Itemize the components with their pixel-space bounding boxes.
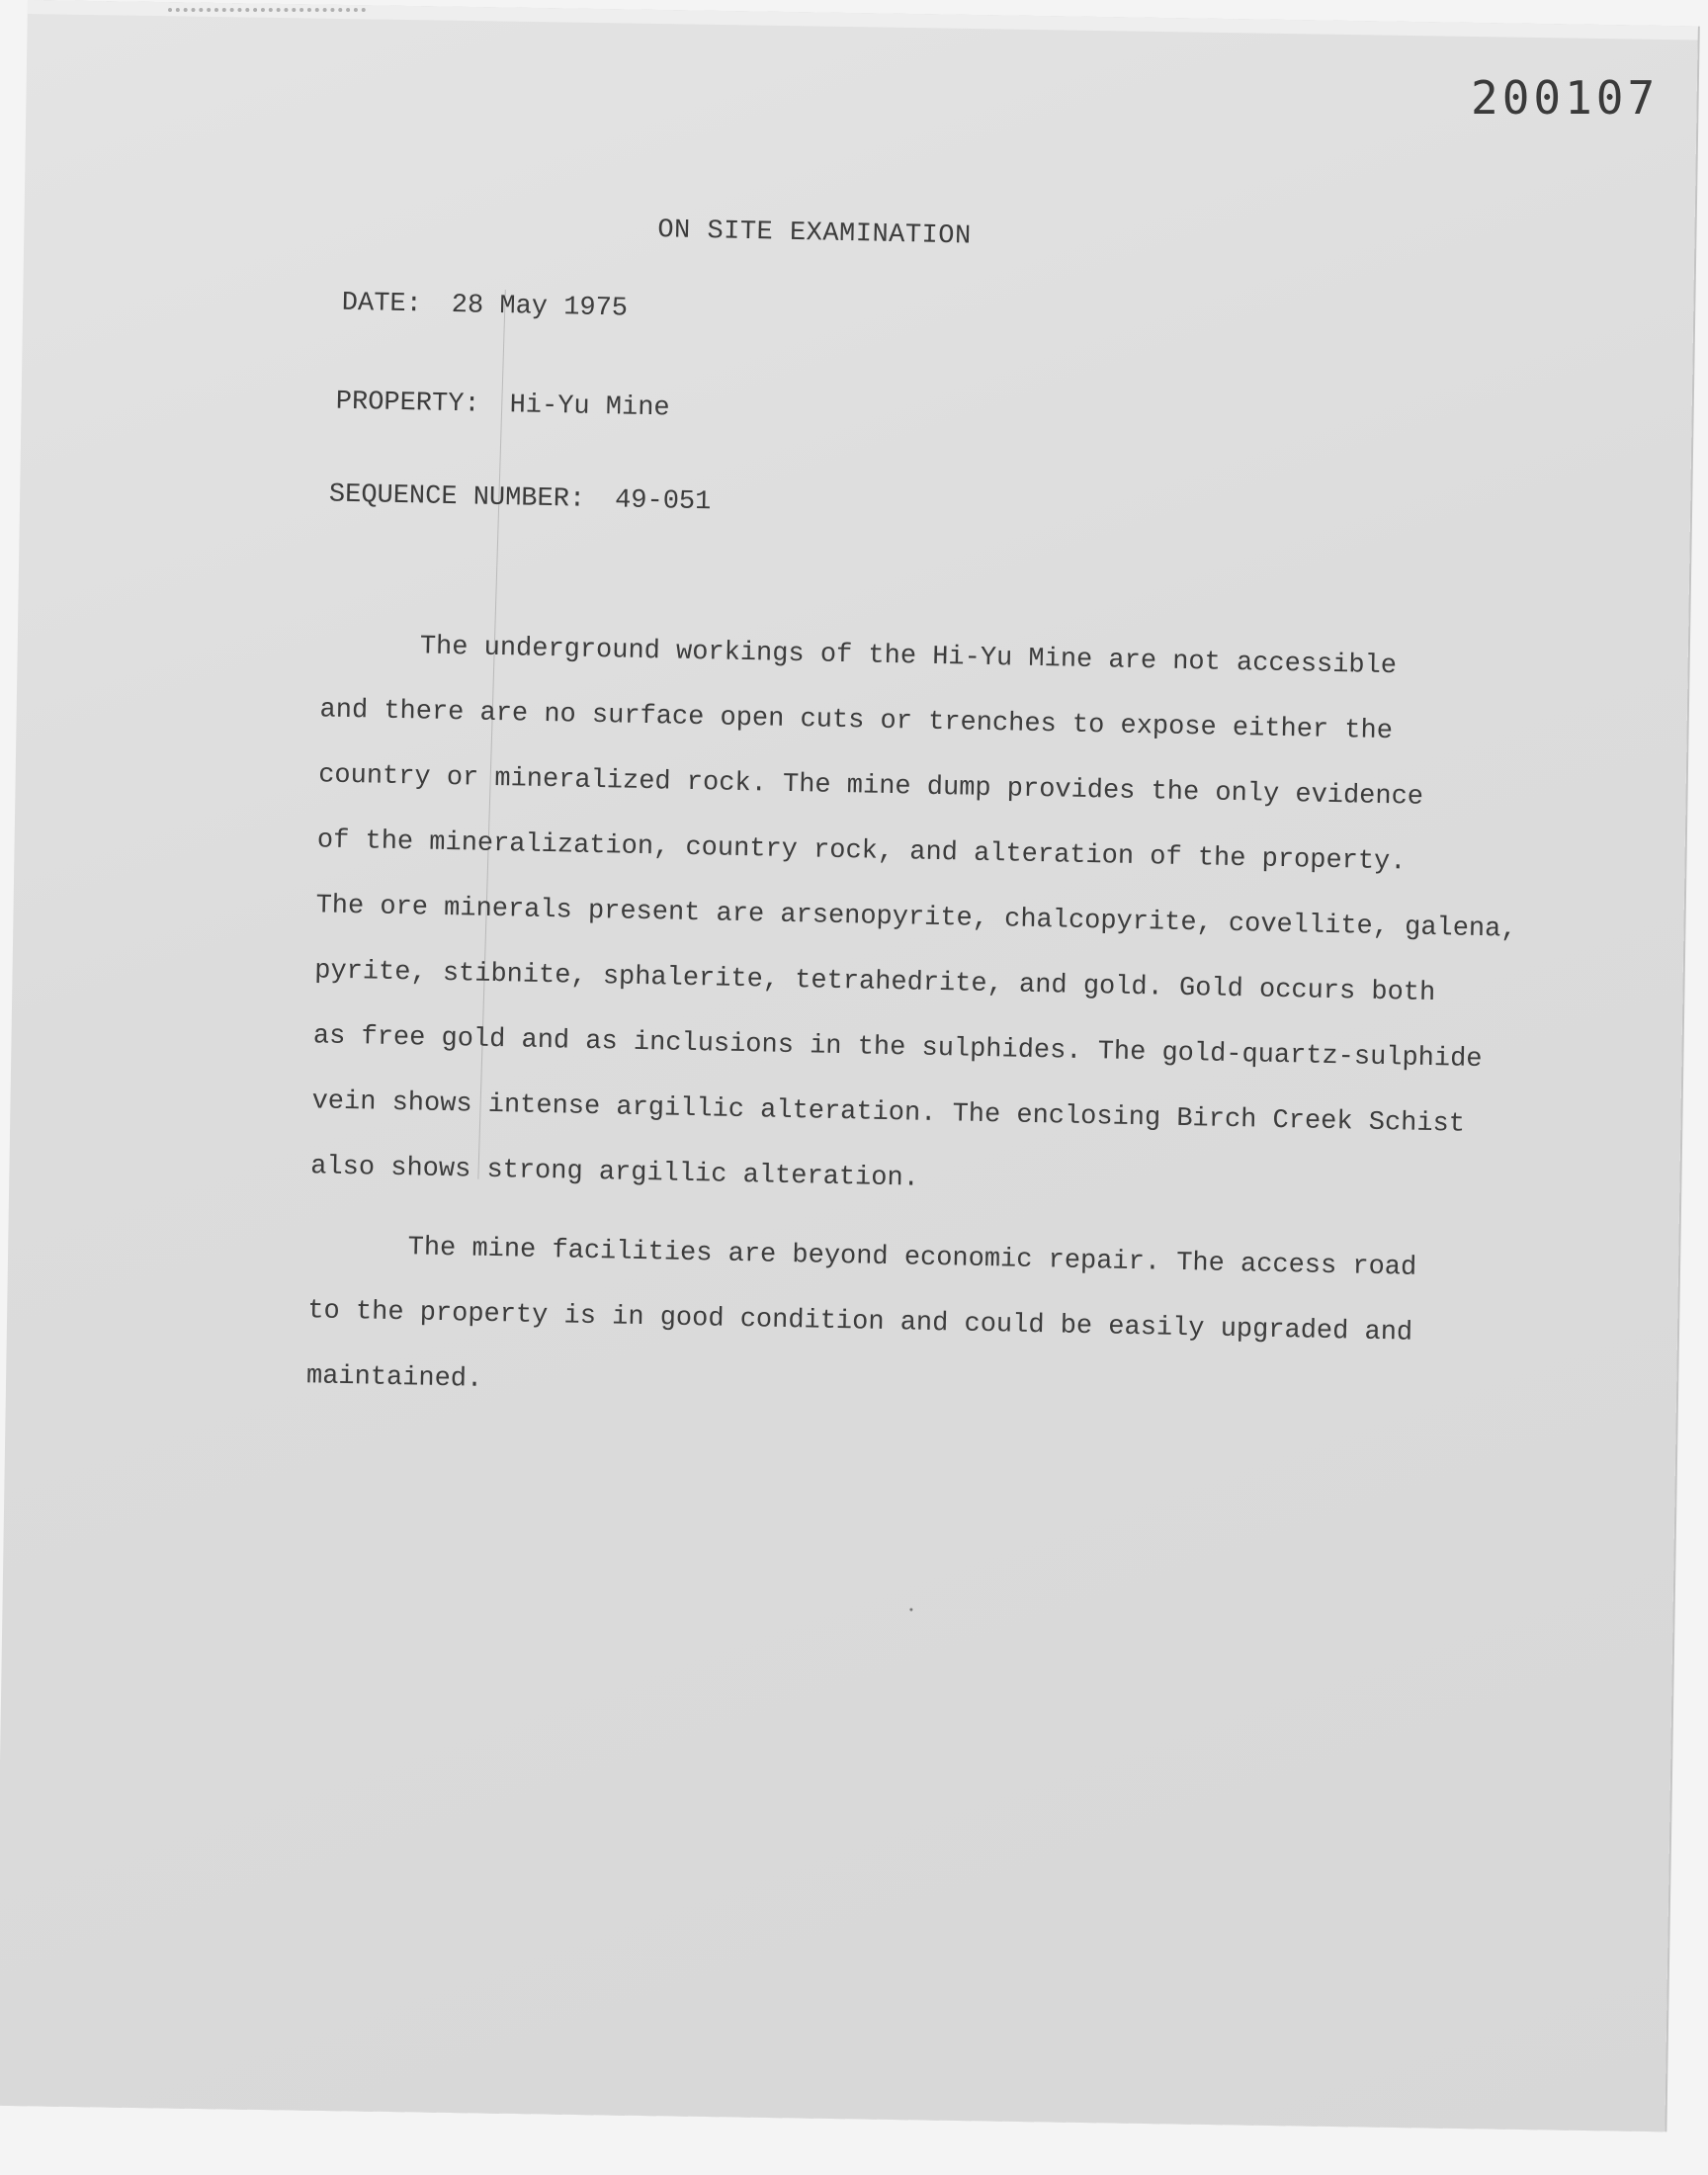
- body-line: of the mineralization, country rock, and alteration of the property.: [316, 826, 1407, 878]
- body-line: The ore minerals present are arsenopyrite, chalcopyrite, covellite, galena,: [315, 891, 1517, 945]
- document-title: ON SITE EXAMINATION: [657, 216, 972, 252]
- body-line: vein shows intense argillic alteration. The enclosing Birch Creek Schist: [311, 1087, 1466, 1140]
- date-label: DATE:: [341, 288, 423, 320]
- paragraph-2: [305, 1213, 1555, 1434]
- date-value: 28 May 1975: [451, 290, 629, 324]
- property-value: Hi-Yu Mine: [509, 391, 670, 424]
- body-line: as free gold and as inclusions in the sulphides. The gold-quartz-sulphide: [312, 1021, 1483, 1076]
- sequence-value: 49-051: [614, 485, 712, 518]
- body-line: maintained.: [305, 1361, 483, 1395]
- body-line: to the property is in good condition and could be easily upgraded and: [307, 1296, 1413, 1348]
- paragraph-1: [310, 612, 1568, 1224]
- body-line: country or mineralized rock. The mine dump provides the only evidence: [317, 760, 1424, 813]
- document-body: [305, 612, 1567, 1434]
- date-field: [342, 289, 629, 324]
- body-line: and there are no surface open cuts or trenches to expose either the: [319, 695, 1394, 747]
- property-field: [335, 388, 669, 424]
- body-line: The underground workings of the Hi-Yu Mine are not accessible: [419, 632, 1398, 682]
- document-reference-number: 200107: [1471, 71, 1660, 125]
- scan-speck: [909, 1609, 912, 1611]
- sequence-number-field: [329, 480, 712, 518]
- sequence-label: SEQUENCE NUMBER:: [328, 479, 586, 515]
- body-line: pyrite, stibnite, sphalerite, tetrahedrite, and gold. Gold occurs both: [313, 956, 1436, 1009]
- body-line: The mine facilities are beyond economic repair. The access road: [407, 1233, 1417, 1283]
- body-line: also shows strong argillic alteration.: [309, 1152, 920, 1194]
- property-label: PROPERTY:: [335, 387, 480, 420]
